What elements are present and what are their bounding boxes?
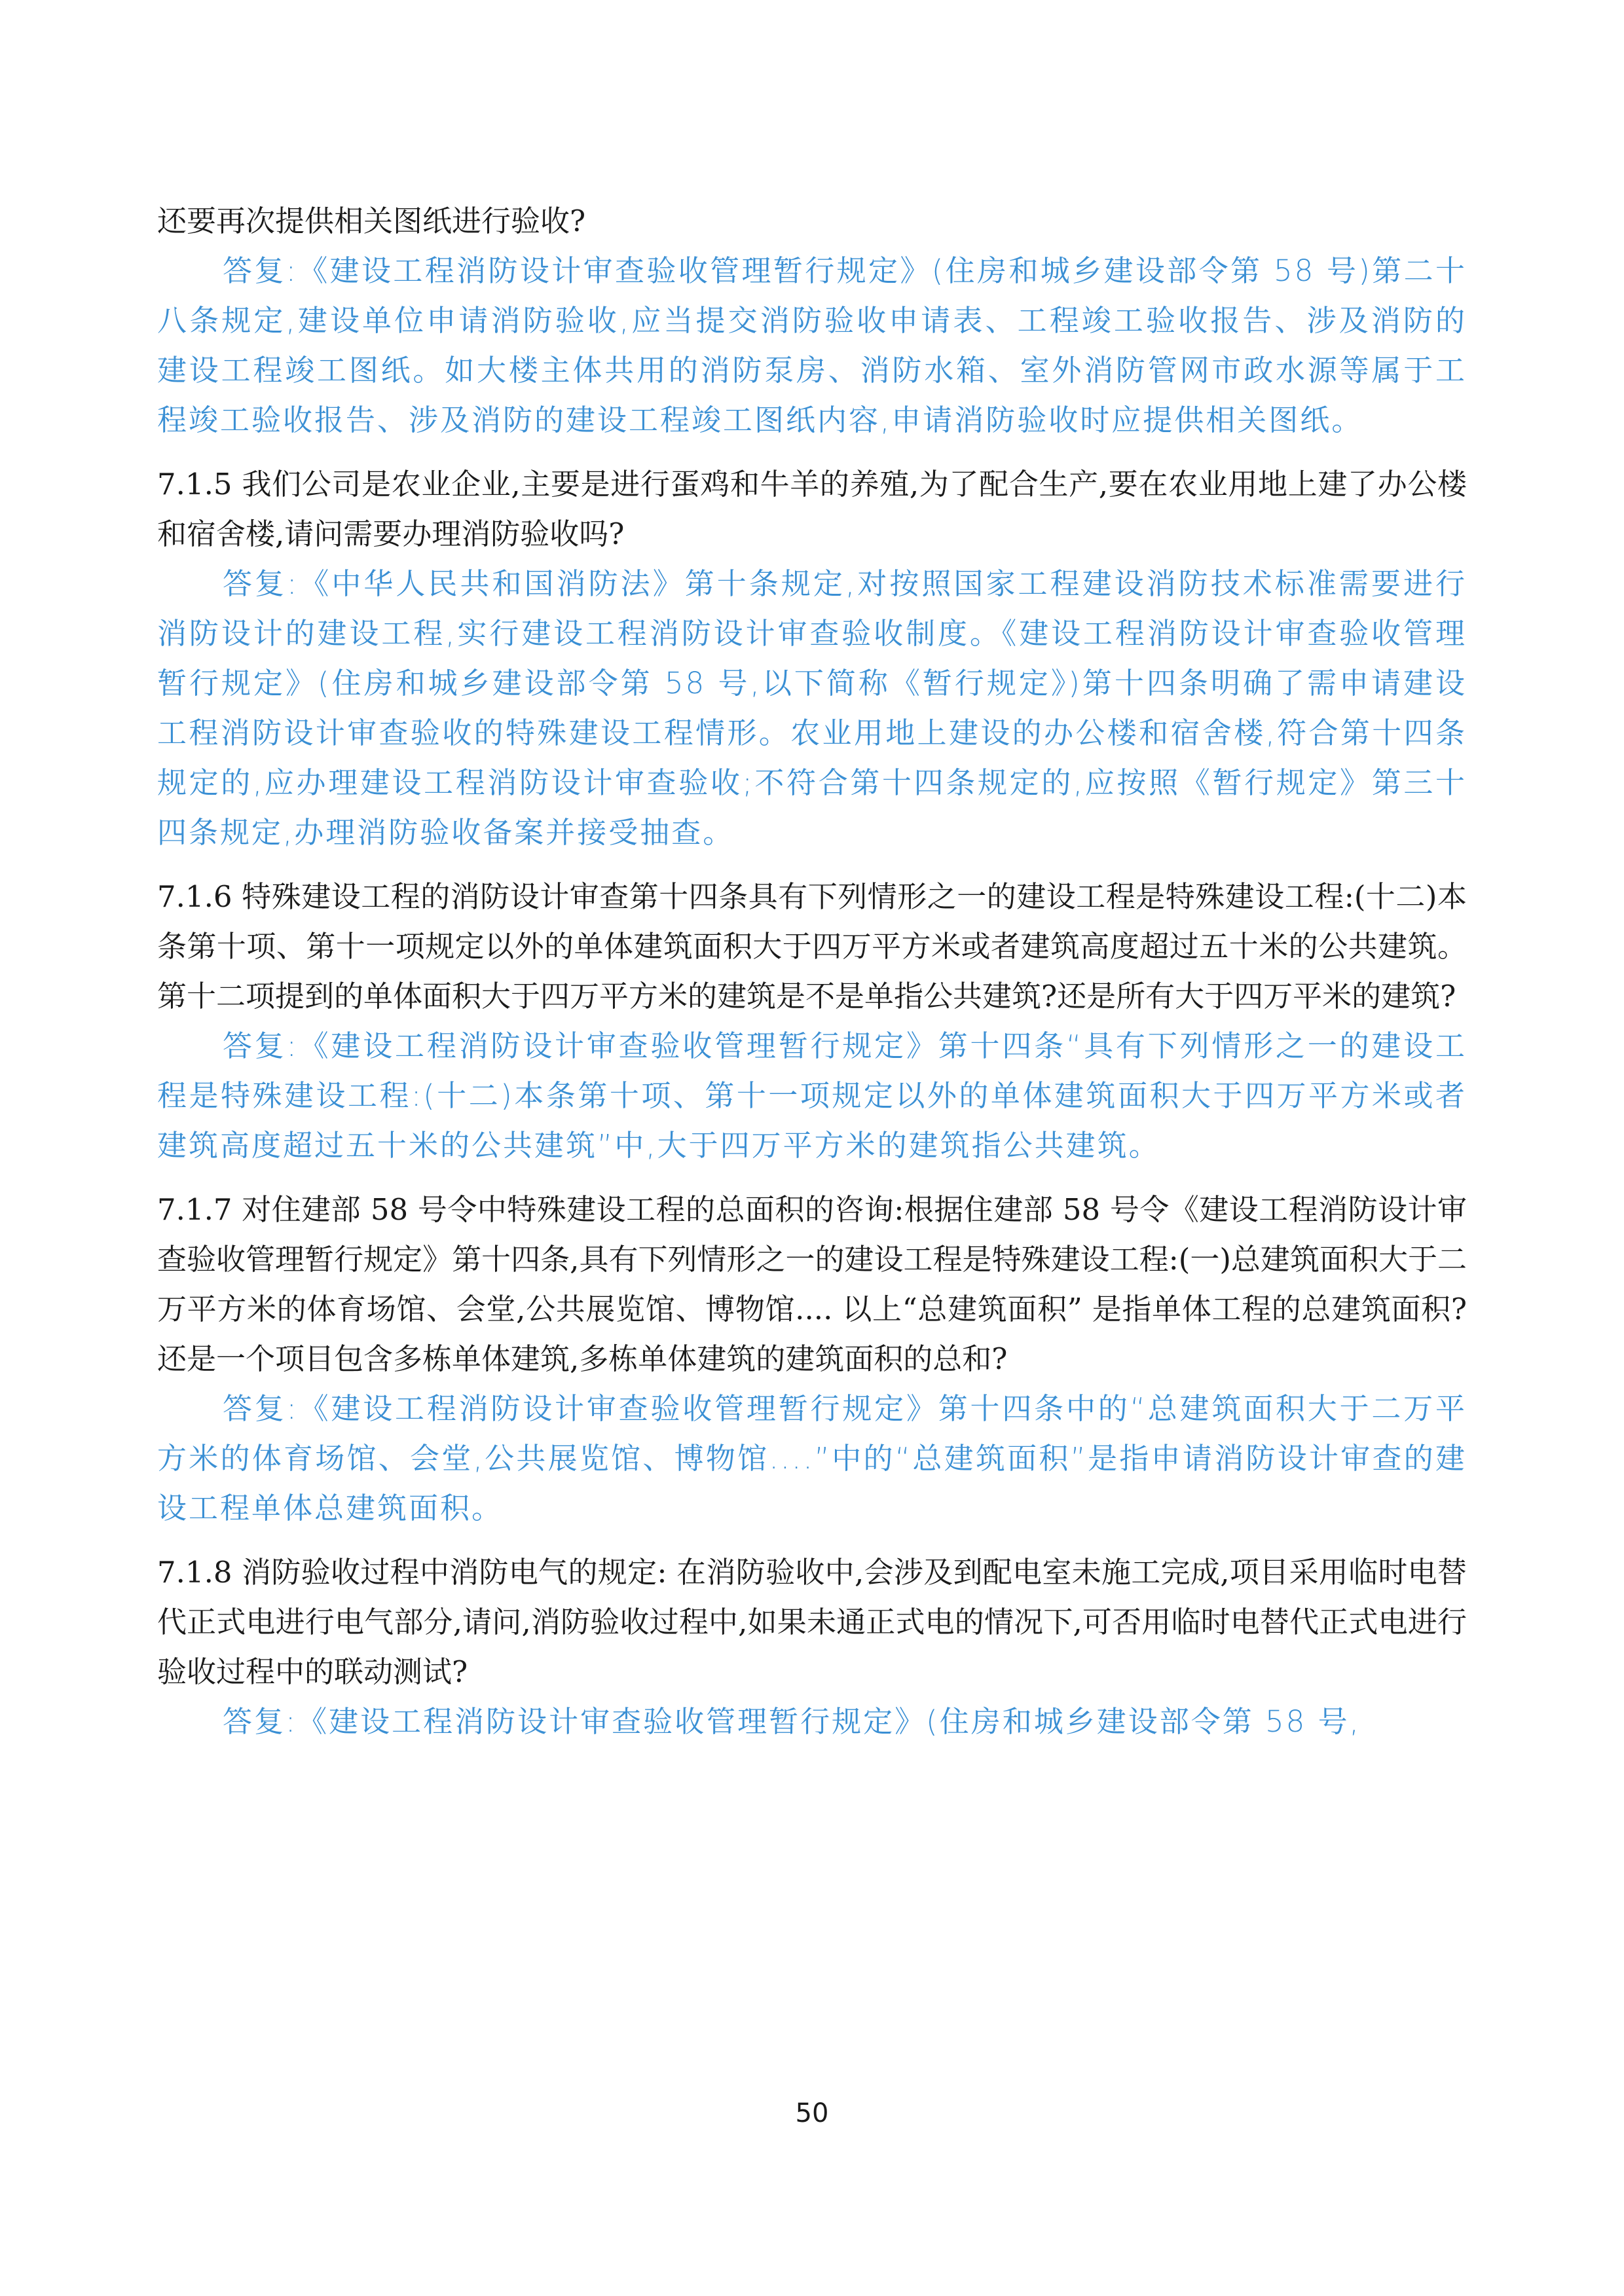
question-7-1-8: 7.1.8 消防验收过程中消防电气的规定: 在消防验收中,会涉及到配电室未施工完成,项目采用临时电替代正式电进行电气部分,请问,消防验收过程中,如果未通正式电的情况下,可否用临时电替代正式电进行验收过程中的联动测试? [157, 1555, 1467, 1689]
question-continuation: 还要再次提供相关图纸进行验收? [157, 204, 586, 238]
question-7-1-6: 7.1.6 特殊建设工程的消防设计审查第十四条具有下列情形之一的建设工程是特殊建设工程:(十二)本条第十项、第十一项规定以外的单体建筑面积大于四万平方米或者建筑高度超过五十米的公共建筑。第十二项提到的单体面积大于四万平方米的建筑是不是单指公共建筑?还是所有大于四万平米的建筑? [157, 879, 1467, 1013]
document-body [157, 196, 1467, 1747]
answer-paragraph: 答复:《建设工程消防设计审查验收管理暂行规定》第十四条“具有下列情形之一的建设工程是特殊建设工程:(十二)本条第十项、第十一项规定以外的单体建筑面积大于四万平方米或者建筑高度超过五十米的公共建筑”中,大于四万平方米的建筑指公共建筑。 [157, 1029, 1467, 1163]
page-number: 50 [795, 2098, 829, 2128]
answer-paragraph: 答复:《建设工程消防设计审查验收管理暂行规定》(住房和城乡建设部令第 58 号)第二十八条规定,建设单位申请消防验收,应当提交消防验收申请表、工程竣工验收报告、涉及消防的建设工程竣工图纸。如大楼主体共用的消防泵房、消防水箱、室外消防管网市政水源等属于工程竣工验收报告、涉及消防的建设工程竣工图纸内容,申请消防验收时应提供相关图纸。 [157, 253, 1467, 437]
question-7-1-5: 7.1.5 我们公司是农业企业,主要是进行蛋鸡和牛羊的养殖,为了配合生产,要在农业用地上建了办公楼和宿舍楼,请问需要办理消防验收吗? [157, 467, 1467, 551]
answer-paragraph: 答复:《建设工程消防设计审查验收管理暂行规定》第十四条中的“总建筑面积大于二万平方米的体育场馆、会堂,公共展览馆、博物馆....”中的“总建筑面积”是指申请消防设计审查的建设工程单体总建筑面积。 [157, 1391, 1467, 1525]
question-7-1-7: 7.1.7 对住建部 58 号令中特殊建设工程的总面积的咨询:根据住建部 58 号令《建设工程消防设计审查验收管理暂行规定》第十四条,具有下列情形之一的建设工程是特殊建设工程:(一)总建筑面积大于二万平方米的体育场馆、会堂,公共展览馆、博物馆.... 以上“总建筑面积” 是指单体工程的总建筑面积?还是一个项目包含多栋单体建筑,多栋单体建筑的建筑面积的总和? [157, 1192, 1467, 1376]
answer-paragraph: 答复:《建设工程消防设计审查验收管理暂行规定》(住房和城乡建设部令第 58 号, [223, 1704, 1361, 1739]
answer-paragraph: 答复:《中华人民共和国消防法》第十条规定,对按照国家工程建设消防技术标准需要进行消防设计的建设工程,实行建设工程消防设计审查验收制度。《建设工程消防设计审查验收管理暂行规定》(住房和城乡建设部令第 58 号,以下简称《暂行规定》)第十四条明确了需申请建设工程消防设计审查验收的特殊建设工程情形。农业用地上建设的办公楼和宿舍楼,符合第十四条规定的,应办理建设工程消防设计审查验收;不符合第十四条规定的,应按照《暂行规定》第三十四条规定,办理消防验收备案并接受抽查。 [157, 566, 1467, 850]
